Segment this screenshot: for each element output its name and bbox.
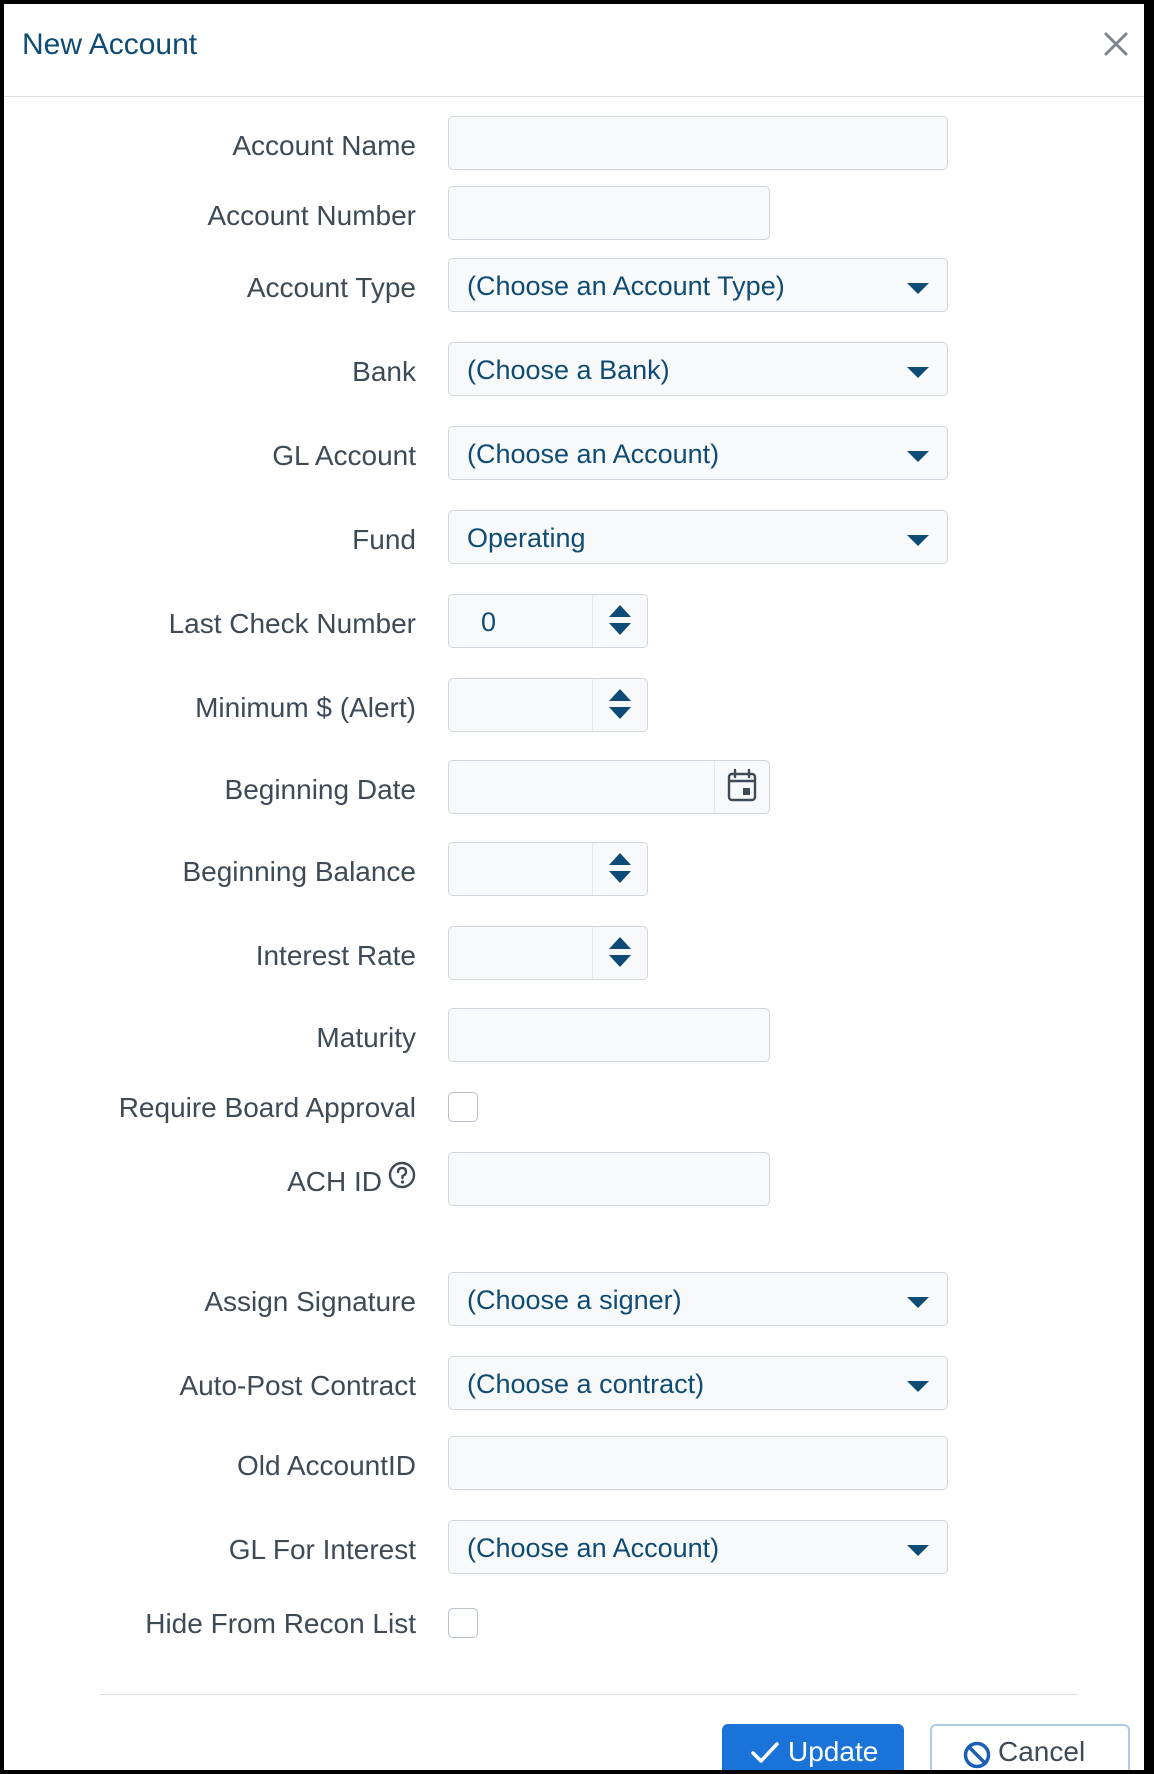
update-button-label: Update [788,1736,879,1767]
row-require-board-approval [4,1078,1144,1138]
row-bank [4,342,1144,402]
account-name-label: Account Name [232,130,416,161]
chevron-down-icon [907,451,929,462]
last-check-number-label: Last Check Number [168,608,416,639]
ach-id-label: ACH ID [287,1152,416,1212]
beginning-balance-input[interactable] [448,842,648,896]
bank-value: (Choose a Bank) [467,355,670,385]
account-type-select[interactable] [448,258,948,312]
account-number-input[interactable] [448,186,770,240]
hide-from-recon-list-checkbox[interactable] [448,1608,478,1638]
beginning-date-label: Beginning Date [224,774,416,805]
row-account-number [4,186,1144,246]
row-beginning-balance [4,842,1144,902]
beginning-date-input[interactable] [448,760,770,814]
old-account-id-label: Old AccountID [237,1450,416,1481]
footer-divider [100,1694,1078,1695]
interest-rate-label: Interest Rate [255,940,416,971]
update-button[interactable] [722,1724,904,1770]
chevron-down-icon [907,1381,929,1392]
old-account-id-input[interactable] [448,1436,948,1490]
close-icon[interactable] [1098,26,1134,62]
row-account-type [4,258,1144,318]
hide-from-recon-list-label: Hide From Recon List [145,1608,416,1639]
gl-account-value: (Choose an Account) [467,439,720,469]
auto-post-contract-label: Auto-Post Contract [179,1370,416,1401]
require-board-approval-checkbox[interactable] [448,1092,478,1122]
row-minimum-alert [4,678,1144,738]
row-account-name [4,116,1144,176]
row-last-check-number [4,594,1144,654]
row-hide-from-recon-list [4,1594,1144,1654]
calendar-icon[interactable] [714,761,769,813]
chevron-down-icon [907,535,929,546]
minimum-alert-input[interactable] [448,678,648,732]
dialog-header [4,4,1144,97]
bank-select[interactable] [448,342,948,396]
row-auto-post-contract [4,1356,1144,1416]
minimum-alert-label: Minimum $ (Alert) [195,692,416,723]
gl-for-interest-value: (Choose an Account) [467,1533,720,1563]
assign-signature-select[interactable] [448,1272,948,1326]
fund-value: Operating [467,523,586,553]
assign-signature-value: (Choose a signer) [467,1285,682,1315]
chevron-down-icon [907,283,929,294]
chevron-down-icon [907,1545,929,1556]
spinner-icon[interactable] [592,679,647,731]
gl-account-label: GL Account [272,440,416,471]
chevron-down-icon [907,1297,929,1308]
row-assign-signature [4,1272,1144,1332]
spinner-icon[interactable] [592,927,647,979]
bank-label: Bank [352,356,416,387]
gl-for-interest-label: GL For Interest [228,1534,416,1565]
gl-for-interest-select[interactable] [448,1520,948,1574]
last-check-number-input[interactable] [448,594,648,648]
auto-post-contract-value: (Choose a contract) [467,1369,705,1399]
spinner-icon[interactable] [592,843,647,895]
row-beginning-date [4,760,1144,820]
row-fund [4,510,1144,570]
row-ach-id [4,1152,1144,1212]
cancel-button-label: Cancel [998,1736,1086,1767]
help-icon[interactable] [388,1150,416,1210]
check-icon [750,1740,780,1766]
auto-post-contract-select[interactable] [448,1356,948,1410]
gl-account-select[interactable] [448,426,948,480]
fund-select[interactable] [448,510,948,564]
dialog-title: New Account [22,28,198,61]
last-check-number-value: 0 [481,607,497,637]
row-interest-rate [4,926,1144,986]
account-type-label: Account Type [246,272,416,303]
maturity-input[interactable] [448,1008,770,1062]
fund-label: Fund [352,524,416,555]
chevron-down-icon [907,367,929,378]
row-gl-for-interest [4,1520,1144,1580]
account-type-value: (Choose an Account Type) [467,271,785,301]
cancel-button[interactable] [930,1724,1130,1770]
account-number-label: Account Number [207,200,416,231]
assign-signature-label: Assign Signature [204,1286,416,1317]
row-old-account-id [4,1436,1144,1496]
cancel-icon [962,1740,992,1770]
spinner-icon[interactable] [592,595,647,647]
beginning-balance-label: Beginning Balance [182,856,416,887]
row-maturity [4,1008,1144,1068]
require-board-approval-label: Require Board Approval [118,1092,416,1123]
interest-rate-input[interactable] [448,926,648,980]
account-name-input[interactable] [448,116,948,170]
row-gl-account [4,426,1144,486]
ach-id-input[interactable] [448,1152,770,1206]
maturity-label: Maturity [316,1022,416,1053]
new-account-dialog [4,4,1144,1770]
